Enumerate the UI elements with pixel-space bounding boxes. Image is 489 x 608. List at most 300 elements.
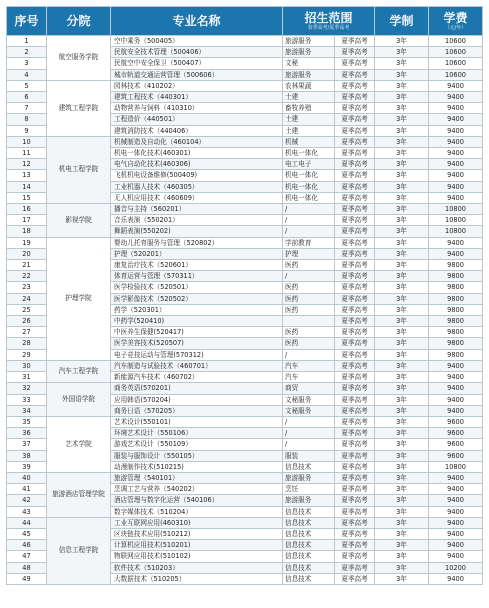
tuition-fee: 10800 [429,226,483,237]
major-name: 计算机应用技术(510201) [111,540,283,551]
duration: 3年 [375,540,429,551]
major-name: 中医养生保健(520417) [111,327,283,338]
summer-exam: 夏季高考 [335,528,375,539]
tuition-fee: 9400 [429,92,483,103]
spring-category: 信息技术 [283,506,335,517]
major-name: 音乐表演（550201） [111,215,283,226]
summer-exam: 夏季高考 [335,450,375,461]
summer-exam: 夏季高考 [335,47,375,58]
row-number: 37 [7,439,47,450]
duration: 3年 [375,372,429,383]
row-number: 35 [7,416,47,427]
summer-exam: 夏季高考 [335,439,375,450]
tuition-fee: 9400 [429,517,483,528]
row-number: 20 [7,248,47,259]
major-name: 机电一体化技术(460301) [111,148,283,159]
tuition-fee: 9400 [429,405,483,416]
major-name: 汽车制造与试验技术（460701） [111,360,283,371]
spring-category: / [283,416,335,427]
duration: 3年 [375,204,429,215]
major-name: 电气自动化技术(460306) [111,159,283,170]
summer-exam: 夏季高考 [335,573,375,584]
spring-category: 信息技术 [283,517,335,528]
summer-exam: 夏季高考 [335,349,375,360]
major-name: 中药学(520410) [111,316,283,327]
summer-exam: 夏季高考 [335,226,375,237]
row-number: 47 [7,551,47,562]
duration: 3年 [375,484,429,495]
department-cell: 外国语学院 [47,383,111,417]
row-number: 22 [7,271,47,282]
major-name: 应用韩语(570204) [111,394,283,405]
duration: 3年 [375,192,429,203]
row-number: 49 [7,573,47,584]
duration: 3年 [375,316,429,327]
row-number: 19 [7,237,47,248]
summer-exam: 夏季高考 [335,517,375,528]
row-number: 34 [7,405,47,416]
duration: 3年 [375,282,429,293]
row-number: 46 [7,540,47,551]
table-header [7,7,483,36]
summer-exam: 夏季高考 [335,360,375,371]
duration: 3年 [375,58,429,69]
major-name: 区块链技术应用(510212) [111,528,283,539]
duration: 3年 [375,69,429,80]
summer-exam: 夏季高考 [335,293,375,304]
tuition-fee: 9400 [429,394,483,405]
tuition-fee: 9400 [429,472,483,483]
spring-category: 电工电子 [283,159,335,170]
spring-category: 信息技术 [283,528,335,539]
major-name: 无人机应用技术（460609） [111,192,283,203]
spring-category: 医药 [283,260,335,271]
summer-exam: 夏季高考 [335,282,375,293]
major-name: 数字媒体技术（510204） [111,506,283,517]
spring-category: / [283,428,335,439]
tuition-fee: 9400 [429,506,483,517]
row-number: 2 [7,47,47,58]
spring-category: / [283,349,335,360]
duration: 3年 [375,136,429,147]
major-name: 电子竞技运动与管理(570312) [111,349,283,360]
major-name: 民航空中安全保卫（500407） [111,58,283,69]
spring-category: / [283,271,335,282]
spring-category: 机电一体化 [283,181,335,192]
major-name: 商务日语（570205） [111,405,283,416]
major-name: 商务英语(570201) [111,383,283,394]
duration: 3年 [375,80,429,91]
duration: 3年 [375,226,429,237]
spring-category: 医药 [283,304,335,315]
row-number: 18 [7,226,47,237]
summer-exam: 夏季高考 [335,338,375,349]
tuition-fee: 9400 [429,551,483,562]
duration: 3年 [375,506,429,517]
duration: 3年 [375,170,429,181]
summer-exam: 夏季高考 [335,416,375,427]
duration: 3年 [375,349,429,360]
duration: 3年 [375,215,429,226]
spring-category: 土建 [283,114,335,125]
summer-exam: 夏季高考 [335,472,375,483]
row-number: 44 [7,517,47,528]
row-number: 21 [7,260,47,271]
major-name: 舞蹈表演(550202) [111,226,283,237]
spring-category: / [283,226,335,237]
summer-exam: 夏季高考 [335,215,375,226]
table-row [7,204,483,215]
duration: 3年 [375,495,429,506]
major-name: 服装与服饰设计（550105） [111,450,283,461]
duration: 3年 [375,293,429,304]
department-cell: 艺术学院 [47,416,111,472]
duration: 3年 [375,125,429,136]
row-number: 17 [7,215,47,226]
row-number: 42 [7,495,47,506]
major-name: 园林技术（410202） [111,80,283,91]
duration: 3年 [375,92,429,103]
tuition-fee: 9800 [429,282,483,293]
summer-exam: 夏季高考 [335,125,375,136]
duration: 3年 [375,551,429,562]
department-cell: 汽车工程学院 [47,360,111,382]
tuition-fee: 10200 [429,562,483,573]
duration: 3年 [375,517,429,528]
tuition-fee: 9800 [429,338,483,349]
spring-category: 机电一体化 [283,148,335,159]
major-name: 药学（520301） [111,304,283,315]
summer-exam: 夏季高考 [335,181,375,192]
spring-category: 服装 [283,450,335,461]
major-name: 医学影像技术（520502） [111,293,283,304]
spring-category: 汽车 [283,372,335,383]
row-number: 7 [7,103,47,114]
duration: 3年 [375,248,429,259]
spring-category: 信息技术 [283,573,335,584]
summer-exam: 夏季高考 [335,506,375,517]
tuition-fee: 9400 [429,495,483,506]
spring-category: 土建 [283,125,335,136]
table-row [7,360,483,371]
spring-category: 信息技术 [283,562,335,573]
tuition-fee: 9800 [429,260,483,271]
row-number: 11 [7,148,47,159]
row-number: 26 [7,316,47,327]
spring-category: 旅游服务 [283,495,335,506]
row-number: 27 [7,327,47,338]
duration: 3年 [375,461,429,472]
spring-category: 医药 [283,282,335,293]
table-row [7,80,483,91]
duration: 3年 [375,439,429,450]
header-fee-label: 学费 [443,10,468,25]
spring-category: 医药 [283,338,335,349]
tuition-fee: 10800 [429,204,483,215]
duration: 3年 [375,237,429,248]
duration: 3年 [375,394,429,405]
summer-exam: 夏季高考 [335,192,375,203]
department-cell: 护理学院 [47,237,111,360]
summer-exam: 夏季高考 [335,304,375,315]
duration: 3年 [375,360,429,371]
summer-exam: 夏季高考 [335,428,375,439]
row-number: 41 [7,484,47,495]
tuition-fee: 10800 [429,461,483,472]
tuition-fee: 9800 [429,293,483,304]
row-number: 38 [7,450,47,461]
duration: 3年 [375,338,429,349]
major-name: 烹调工艺与营养（540202） [111,484,283,495]
major-name: 医学美容技术(520507) [111,338,283,349]
major-name: 民航安全技术管理（500406） [111,47,283,58]
spring-category: 农林果蔬 [283,80,335,91]
spring-category: 汽车 [283,360,335,371]
row-number: 24 [7,293,47,304]
tuition-fee: 9400 [429,136,483,147]
summer-exam: 夏季高考 [335,170,375,181]
summer-exam: 夏季高考 [335,405,375,416]
spring-category: 医药 [283,327,335,338]
spring-category: 信息技术 [283,551,335,562]
summer-exam: 夏季高考 [335,316,375,327]
spring-category: 信息技术 [283,461,335,472]
major-name: 建筑工程技术（440301） [111,92,283,103]
major-name: 软件技术（510203） [111,562,283,573]
tuition-fee: 9800 [429,304,483,315]
tuition-fee: 9600 [429,428,483,439]
row-number: 33 [7,394,47,405]
row-number: 28 [7,338,47,349]
spring-category: 畜牧养殖 [283,103,335,114]
row-number: 13 [7,170,47,181]
tuition-fee: 9400 [429,528,483,539]
major-name: 旅游管理（540101） [111,472,283,483]
duration: 3年 [375,383,429,394]
summer-exam: 夏季高考 [335,260,375,271]
tuition-fee: 9400 [429,80,483,91]
row-number: 5 [7,80,47,91]
spring-category: 土建 [283,92,335,103]
row-number: 32 [7,383,47,394]
summer-exam: 夏季高考 [335,271,375,282]
major-name: 空中乘务（500405） [111,36,283,47]
row-number: 4 [7,69,47,80]
row-number: 25 [7,304,47,315]
header-major: 专业名称 [111,7,283,36]
row-number: 16 [7,204,47,215]
tuition-fee: 9400 [429,248,483,259]
row-number: 39 [7,461,47,472]
spring-category: / [283,204,335,215]
summer-exam: 夏季高考 [335,136,375,147]
header-scope-label: 招生范围 [304,10,353,25]
major-name: 体育运营与管理（570311） [111,271,283,282]
tuition-fee: 9400 [429,540,483,551]
row-number: 14 [7,181,47,192]
header-dept: 分院 [47,7,111,36]
duration: 3年 [375,327,429,338]
major-name: 工业互联网应用(460310) [111,517,283,528]
tuition-fee: 9800 [429,316,483,327]
row-number: 8 [7,114,47,125]
spring-category: / [283,215,335,226]
summer-exam: 夏季高考 [335,562,375,573]
major-name: 艺术设计(550101) [111,416,283,427]
major-name: 康复治疗技术（520601） [111,260,283,271]
tuition-fee: 9600 [429,439,483,450]
duration: 3年 [375,114,429,125]
duration: 3年 [375,181,429,192]
row-number: 23 [7,282,47,293]
summer-exam: 夏季高考 [335,204,375,215]
department-cell: 航空服务学院 [47,36,111,81]
tuition-fee: 9600 [429,416,483,427]
summer-exam: 夏季高考 [335,495,375,506]
table-row [7,383,483,394]
row-number: 3 [7,58,47,69]
department-cell: 影视学院 [47,204,111,238]
duration: 3年 [375,103,429,114]
major-name: 动漫制作技术(510215) [111,461,283,472]
duration: 3年 [375,562,429,573]
duration: 3年 [375,416,429,427]
summer-exam: 夏季高考 [335,36,375,47]
duration: 3年 [375,528,429,539]
spring-category: 医药 [283,293,335,304]
row-number: 12 [7,159,47,170]
major-name: 机械制造及自动化（460104） [111,136,283,147]
summer-exam: 夏季高考 [335,80,375,91]
department-cell: 建筑工程学院 [47,80,111,136]
tuition-fee: 9400 [429,159,483,170]
header-scope-sub: 春季高考/夏季高考 [307,24,350,31]
header-scope [283,7,375,36]
tuition-fee: 10600 [429,69,483,80]
enrollment-table-container [6,6,482,602]
table-row [7,36,483,47]
table-row [7,472,483,483]
tuition-fee: 9400 [429,148,483,159]
row-number: 36 [7,428,47,439]
summer-exam: 夏季高考 [335,103,375,114]
header-fee-sub: （元/年） [444,24,467,31]
major-name: 新能源汽车技术（460702） [111,372,283,383]
spring-category: 文秘服务 [283,405,335,416]
tuition-fee: 10600 [429,36,483,47]
duration: 3年 [375,148,429,159]
spring-category: 旅游服务 [283,69,335,80]
major-name: 酒店管理与数字化运营（540106） [111,495,283,506]
tuition-fee: 9800 [429,271,483,282]
summer-exam: 夏季高考 [335,237,375,248]
duration: 3年 [375,472,429,483]
spring-category: / [283,439,335,450]
tuition-fee: 9400 [429,383,483,394]
summer-exam: 夏季高考 [335,461,375,472]
tuition-fee: 9400 [429,573,483,584]
duration: 3年 [375,36,429,47]
tuition-fee: 9400 [429,192,483,203]
major-name: 工业机器人技术（460305） [111,181,283,192]
spring-category [283,316,335,327]
summer-exam: 夏季高考 [335,159,375,170]
spring-category: 文秘服务 [283,394,335,405]
summer-exam: 夏季高考 [335,383,375,394]
row-number: 48 [7,562,47,573]
spring-category: 学前教育 [283,237,335,248]
table-row [7,416,483,427]
summer-exam: 夏季高考 [335,148,375,159]
summer-exam: 夏季高考 [335,248,375,259]
row-number: 45 [7,528,47,539]
spring-category: 旅游服务 [283,472,335,483]
table-body [7,36,483,585]
row-number: 43 [7,506,47,517]
header-fee [429,7,483,36]
header-duration: 学制 [375,7,429,36]
spring-category: 旅游服务 [283,36,335,47]
major-name: 游戏艺术设计（550109） [111,439,283,450]
department-cell: 旅游酒店管理学院 [47,472,111,517]
row-number: 1 [7,36,47,47]
tuition-fee: 9400 [429,181,483,192]
table-row [7,136,483,147]
summer-exam: 夏季高考 [335,92,375,103]
tuition-fee: 9400 [429,360,483,371]
major-name: 环境艺术设计（550106） [111,428,283,439]
major-name: 物联网应用技术(510102) [111,551,283,562]
major-name: 医学检验技术（520501） [111,282,283,293]
duration: 3年 [375,159,429,170]
spring-category: 旅游服务 [283,47,335,58]
tuition-fee: 9800 [429,327,483,338]
header-seq: 序号 [7,7,47,36]
tuition-fee: 10800 [429,215,483,226]
duration: 3年 [375,260,429,271]
duration: 3年 [375,271,429,282]
spring-category: 机电一体化 [283,170,335,181]
table-row [7,517,483,528]
major-name: 婴幼儿托育服务与管理（520802） [111,237,283,248]
duration: 3年 [375,428,429,439]
row-number: 6 [7,92,47,103]
row-number: 40 [7,472,47,483]
table-row [7,237,483,248]
summer-exam: 夏季高考 [335,114,375,125]
row-number: 31 [7,372,47,383]
major-name: 动物营养与饲料（410310） [111,103,283,114]
summer-exam: 夏季高考 [335,540,375,551]
major-name: 护理（520201） [111,248,283,259]
department-cell: 信息工程学院 [47,517,111,584]
row-number: 15 [7,192,47,203]
major-name: 播音与主持（560201） [111,204,283,215]
spring-category: 烹饪 [283,484,335,495]
major-name: 城市轨道交通运营管理（500606） [111,69,283,80]
major-name: 大数据技术（510205） [111,573,283,584]
summer-exam: 夏季高考 [335,58,375,69]
row-number: 30 [7,360,47,371]
summer-exam: 夏季高考 [335,327,375,338]
row-number: 29 [7,349,47,360]
spring-category: 信息技术 [283,540,335,551]
summer-exam: 夏季高考 [335,394,375,405]
tuition-fee: 10600 [429,47,483,58]
duration: 3年 [375,450,429,461]
summer-exam: 夏季高考 [335,551,375,562]
spring-category: 商贸 [283,383,335,394]
